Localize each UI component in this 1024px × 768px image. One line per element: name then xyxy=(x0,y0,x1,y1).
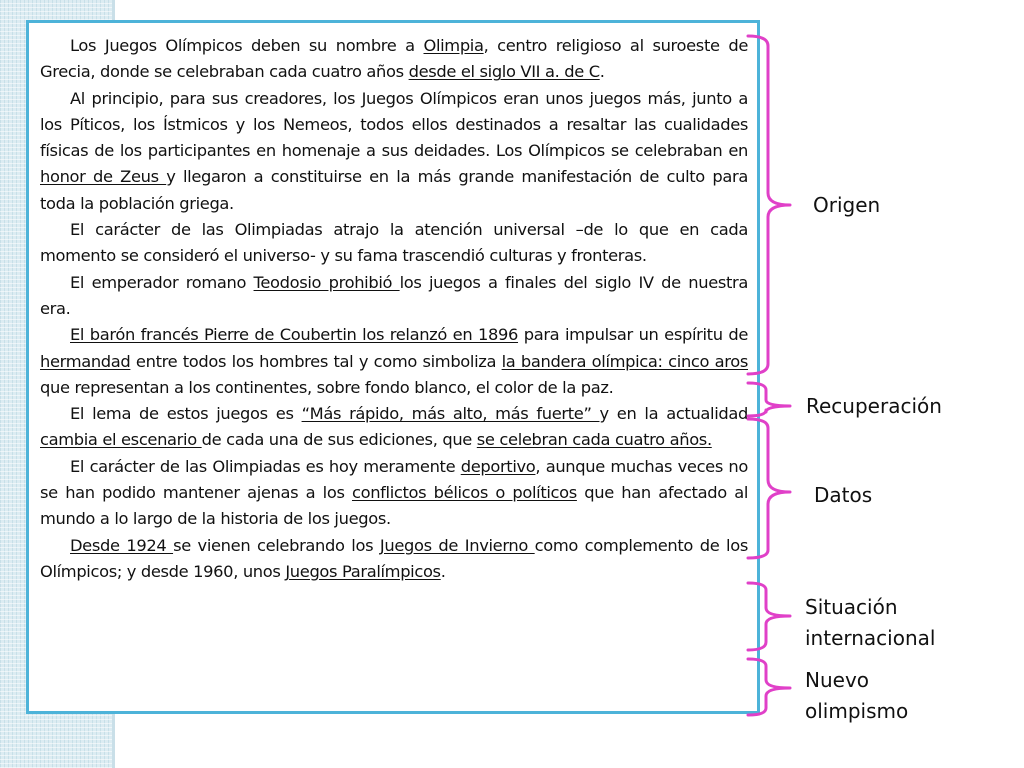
label-nuevo-line-1: Nuevo xyxy=(805,668,870,692)
text-segment: El emperador romano xyxy=(70,272,254,292)
text-segment: se vienen celebrando los xyxy=(173,535,380,555)
underlined-text: Desde 1924 xyxy=(70,535,174,555)
paragraph-origin-3 xyxy=(40,217,748,270)
underlined-text: Olimpia xyxy=(423,36,484,55)
underlined-text: Teodosio prohibió xyxy=(253,272,400,292)
underlined-text: “Más rápido, más alto, más fuerte” xyxy=(301,404,600,424)
text-segment: para impulsar un espíritu de xyxy=(518,325,748,345)
underlined-text: se celebran cada cuatro años. xyxy=(476,430,712,450)
underlined-text: conflictos bélicos o políticos xyxy=(351,483,577,503)
underlined-text: Juegos de Invierno xyxy=(379,535,535,555)
underlined-text: hermandad xyxy=(40,351,131,371)
paragraph-origin-2 xyxy=(40,86,748,217)
underlined-text: Juegos Paralímpicos xyxy=(285,561,441,581)
text-segment: Al principio, para sus creadores, los Juegos Olímpicos eran unos juegos más, junto a los Píticos, los Ístmicos y los Nemeos, todos ellos destinados a resaltar las cualidades físicas de los participantes en homenaje a sus deidades. Los Olímpicos se celebraban en xyxy=(40,88,748,161)
text-segment: y en la actualidad xyxy=(599,404,748,424)
text-segment: , centro religioso al suroeste de Grecia, donde se celebraban cada cuatro años xyxy=(40,36,748,82)
text-segment: de cada una de sus ediciones, que xyxy=(201,430,477,450)
paragraph-new-olympism xyxy=(40,533,748,586)
underlined-text: la bandera olímpica: cinco aros xyxy=(501,351,749,371)
underlined-text: honor de Zeus xyxy=(40,167,167,187)
label-situacion-line-2: internacional xyxy=(805,626,936,650)
text-segment: . xyxy=(440,561,446,581)
label-origen: Origen xyxy=(813,193,881,217)
text-segment: El lema de estos juegos es xyxy=(70,404,302,424)
text-segment: . xyxy=(599,62,605,82)
paragraph-origin-1 xyxy=(40,33,748,86)
text-segment: los juegos a finales del siglo IV de nuestra era. xyxy=(40,272,749,318)
text-box xyxy=(26,20,760,714)
text-segment: Los Juegos Olímpicos deben su nombre a xyxy=(70,36,424,55)
label-recuperacion: Recuperación xyxy=(806,394,942,418)
text-segment: entre todos los hombres tal y como simboliza xyxy=(130,351,502,371)
paragraph-recovery xyxy=(40,322,748,401)
paragraph-origin-4 xyxy=(40,270,748,323)
label-situacion-line-1: Situación xyxy=(805,595,898,619)
text-segment: que han afectado al mundo a lo largo de la historia de los juegos. xyxy=(40,483,748,529)
text-segment: y llegaron a constituirse en la más grande manifestación de culto para toda la población griega. xyxy=(40,167,748,213)
underlined-text: deportivo xyxy=(460,456,536,476)
label-nuevo-line-2: olimpismo xyxy=(805,699,909,723)
label-datos: Datos xyxy=(814,483,873,507)
text-segment: El carácter de las Olimpiadas es hoy meramente xyxy=(70,456,461,476)
paragraph-international xyxy=(40,454,748,533)
text-segment: , aunque muchas veces no se han podido mantener ajenas a los xyxy=(40,456,749,503)
text-segment: como complemento de los Olímpicos; y desde 1960, unos xyxy=(40,535,748,581)
underlined-text: cambia el escenario xyxy=(40,430,202,450)
paragraph-data xyxy=(40,401,748,454)
underlined-text: desde el siglo VII a. de C xyxy=(408,62,600,82)
underlined-text: El barón francés Pierre de Coubertin los relanzó en 1896 xyxy=(70,325,519,345)
text-segment: que representan a los continentes, sobre fondo blanco, el color de la paz. xyxy=(40,377,614,397)
text-segment: El carácter de las Olimpiadas atrajo la atención universal –de lo que en cada momento se consideró el universo- y su fama trascendió culturas y fronteras. xyxy=(40,220,748,266)
